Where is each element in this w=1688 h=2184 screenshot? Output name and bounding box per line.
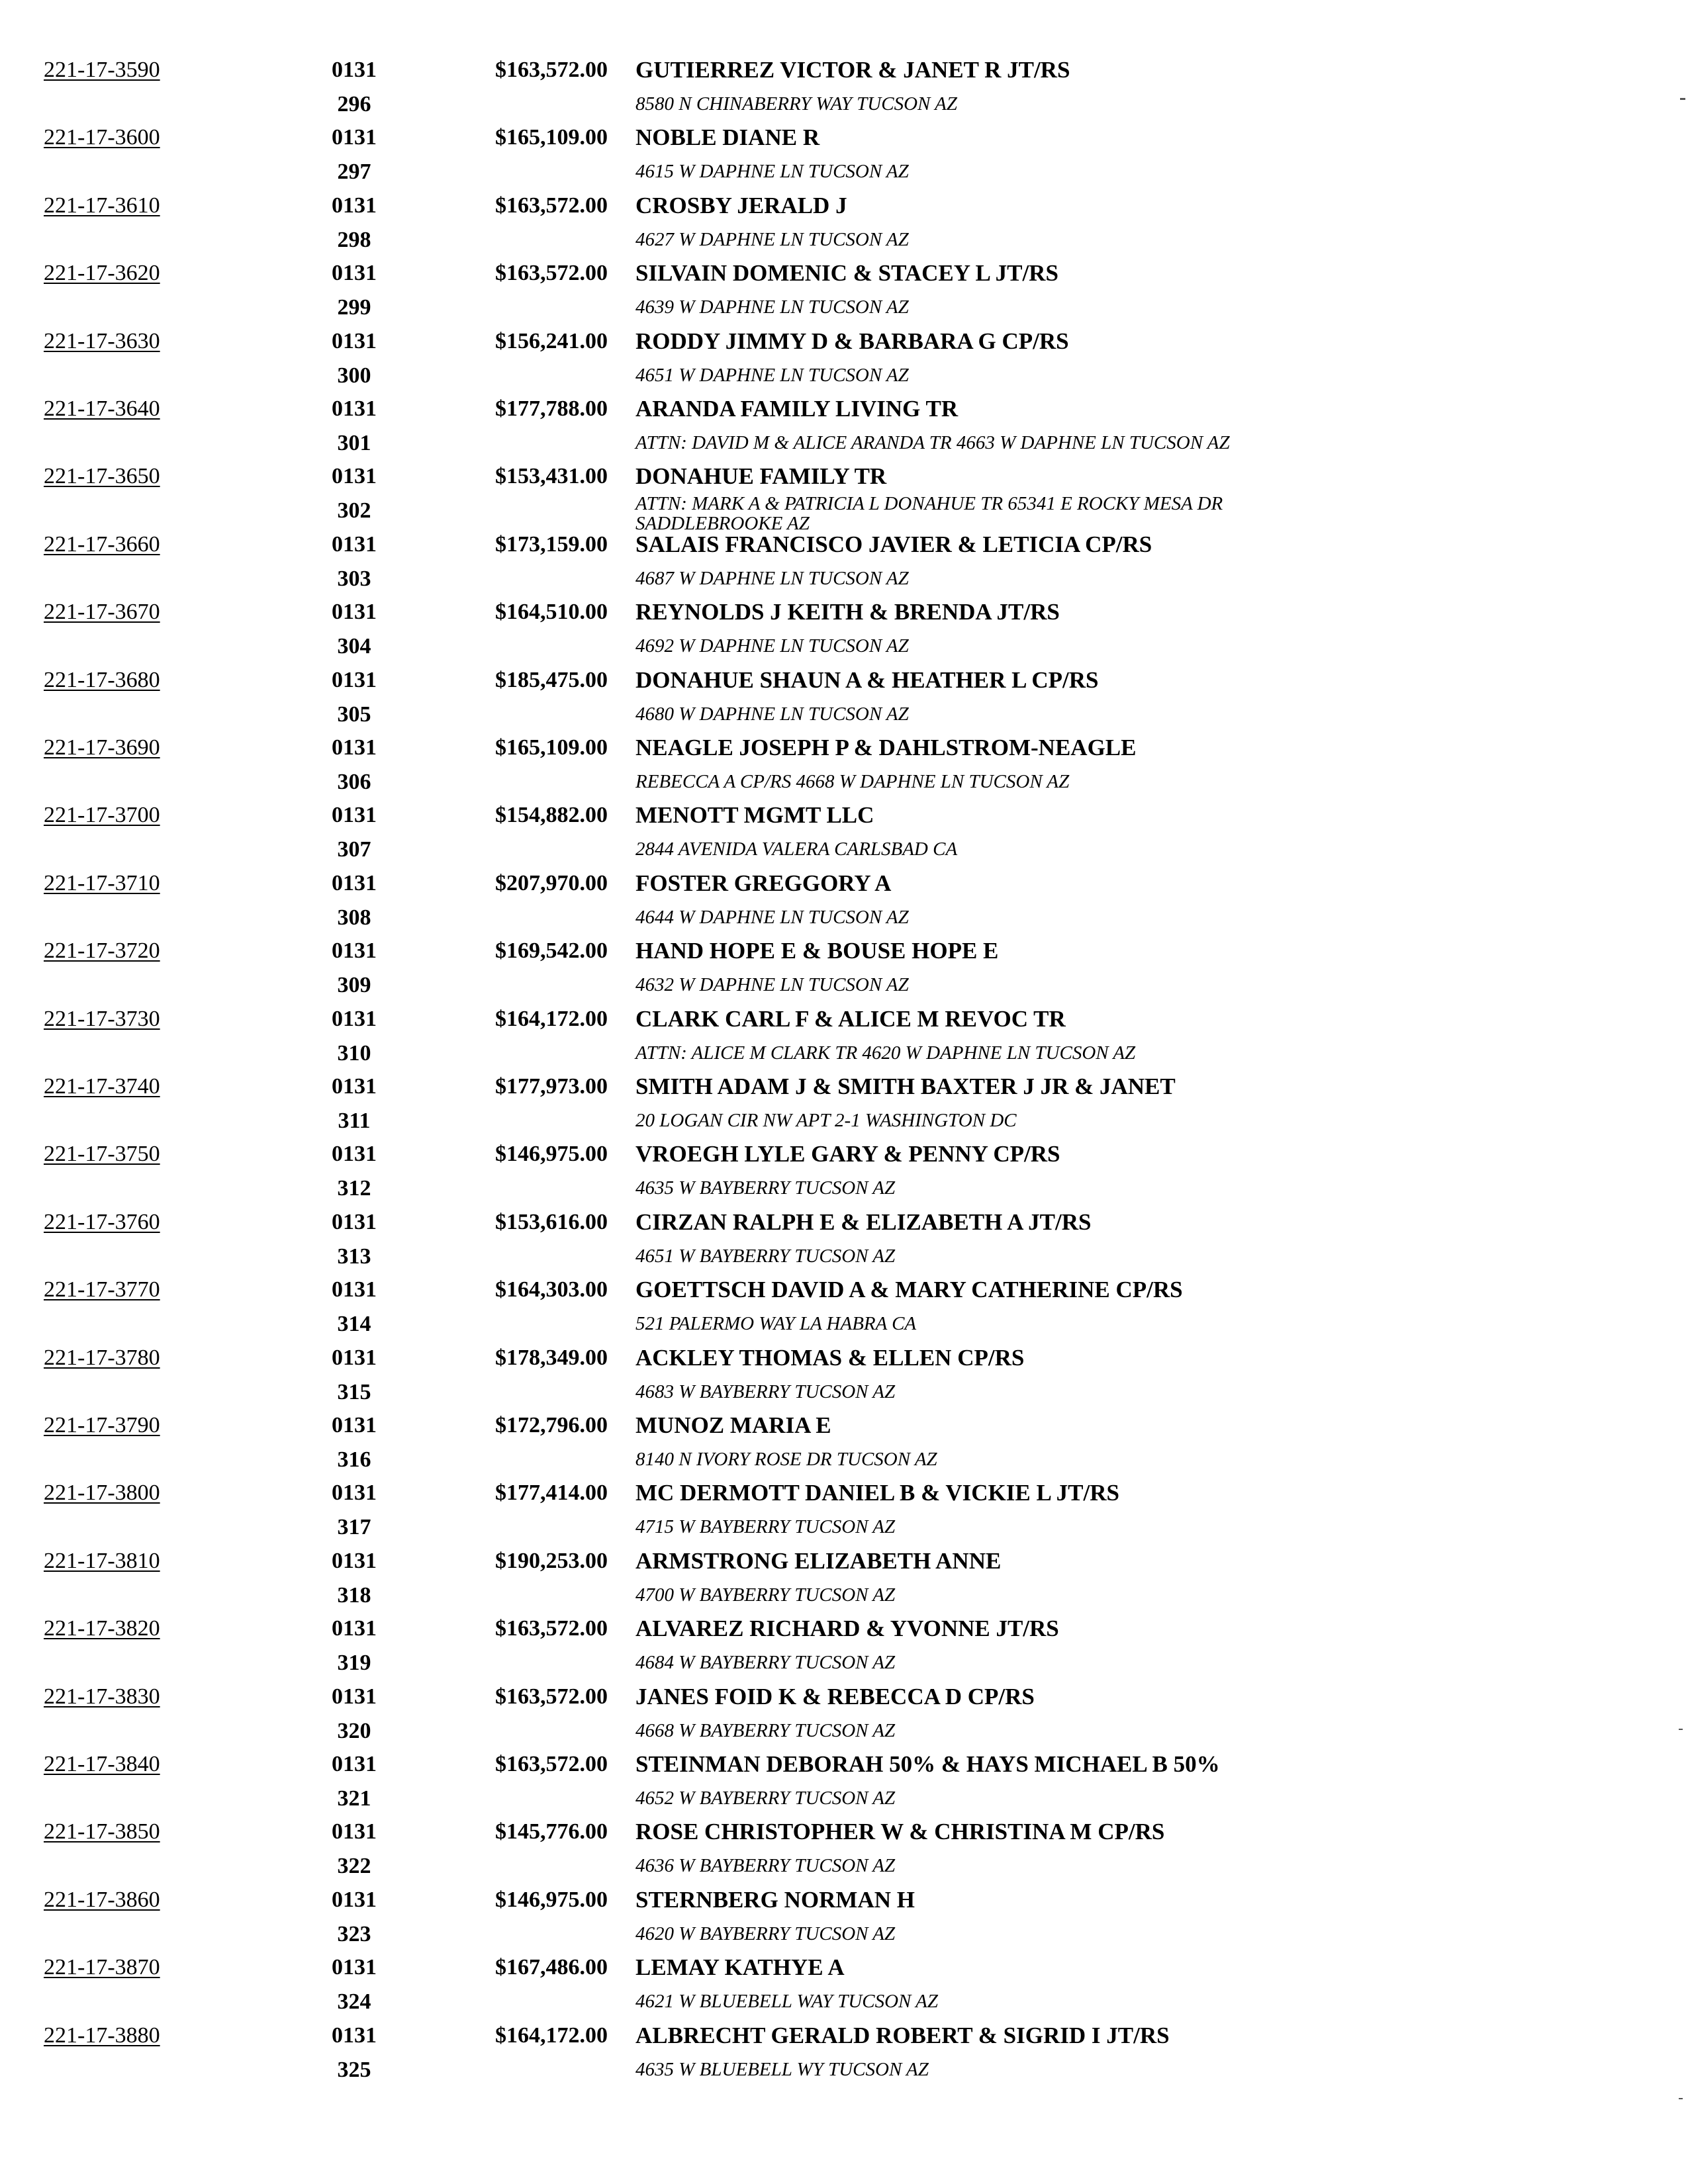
assessed-value: $163,572.00 — [495, 1684, 608, 1709]
book-number: 0131 — [332, 1548, 377, 1573]
lot-number: 298 — [337, 227, 371, 252]
lot-number: 296 — [337, 92, 371, 116]
book-number: 0131 — [332, 1413, 377, 1437]
book-number: 0131 — [332, 193, 377, 218]
parcel-number-link[interactable]: 221-17-3710 — [44, 870, 160, 895]
book-number: 0131 — [332, 1345, 377, 1370]
owner-name: FOSTER GREGGORY A — [635, 870, 892, 896]
owner-address: ATTN: MARK A & PATRICIA L DONAHUE TR 65341 E ROCKY MESA DR SADDLEBROOKE AZ — [635, 493, 1223, 535]
assessed-value: $154,882.00 — [495, 803, 608, 828]
parcel-record — [0, 1750, 1688, 1818]
parcel-record — [0, 1886, 1688, 1954]
assessed-value: $164,172.00 — [495, 1006, 608, 1031]
parcel-number-link[interactable]: 221-17-3870 — [44, 1955, 160, 1980]
lot-number: 320 — [337, 1718, 371, 1743]
owner-address: 4635 W BAYBERRY TUCSON AZ — [635, 1177, 896, 1199]
lot-number: 316 — [337, 1447, 371, 1472]
parcel-number-link[interactable]: 221-17-3620 — [44, 261, 160, 286]
parcel-record — [0, 530, 1688, 598]
lot-number: 301 — [337, 431, 371, 455]
owner-name: NOBLE DIANE R — [635, 124, 820, 151]
owner-name: ROSE CHRISTOPHER W & CHRISTINA M CP/RS — [635, 1819, 1165, 1845]
parcel-record — [0, 598, 1688, 666]
parcel-record — [0, 56, 1688, 124]
owner-name: ACKLEY THOMAS & ELLEN CP/RS — [635, 1344, 1025, 1371]
book-number: 0131 — [332, 1074, 377, 1099]
scan-speck — [1679, 2098, 1683, 2099]
owner-name: GOETTSCH DAVID A & MARY CATHERINE CP/RS — [635, 1277, 1183, 1303]
parcel-number-link[interactable]: 221-17-3610 — [44, 193, 160, 218]
parcel-number-link[interactable]: 221-17-3840 — [44, 1752, 160, 1776]
parcel-record — [0, 191, 1688, 259]
owner-address: 4715 W BAYBERRY TUCSON AZ — [635, 1516, 896, 1538]
owner-name: STEINMAN DEBORAH 50% & HAYS MICHAEL B 50% — [635, 1751, 1220, 1777]
parcel-number-link[interactable]: 221-17-3720 — [44, 938, 160, 964]
owner-name: ARMSTRONG ELIZABETH ANNE — [635, 1547, 1002, 1574]
owner-name: VROEGH LYLE GARY & PENNY CP/RS — [635, 1141, 1060, 1167]
book-number: 0131 — [332, 1006, 377, 1031]
owner-address: 4692 W DAPHNE LN TUCSON AZ — [635, 635, 909, 657]
parcel-number-link[interactable]: 221-17-3830 — [44, 1684, 160, 1709]
assessed-value: $163,572.00 — [495, 58, 608, 82]
parcel-number-link[interactable]: 221-17-3780 — [44, 1345, 160, 1370]
owner-name: DONAHUE FAMILY TR — [635, 463, 887, 490]
lot-number: 303 — [337, 566, 371, 591]
owner-address: 4700 W BAYBERRY TUCSON AZ — [635, 1584, 896, 1606]
owner-address: 4687 W DAPHNE LN TUCSON AZ — [635, 567, 909, 589]
parcel-record — [0, 1275, 1688, 1343]
parcel-record — [0, 1411, 1688, 1479]
book-number: 0131 — [332, 261, 377, 286]
owner-address: 8580 N CHINABERRY WAY TUCSON AZ — [635, 93, 957, 114]
parcel-number-link[interactable]: 221-17-3750 — [44, 1142, 160, 1167]
assessed-value: $165,109.00 — [495, 125, 608, 150]
lot-number: 299 — [337, 295, 371, 320]
owner-name: GUTIERREZ VICTOR & JANET R JT/RS — [635, 57, 1070, 83]
parcel-record — [0, 1682, 1688, 1751]
lot-number: 318 — [337, 1582, 371, 1608]
owner-address: 4639 W DAPHNE LN TUCSON AZ — [635, 296, 909, 318]
assessed-value: $164,510.00 — [495, 600, 608, 625]
owner-name: SALAIS FRANCISCO JAVIER & LETICIA CP/RS — [635, 531, 1152, 557]
book-number: 0131 — [332, 1480, 377, 1506]
owner-name: DONAHUE SHAUN A & HEATHER L CP/RS — [635, 666, 1099, 693]
parcel-number-link[interactable]: 221-17-3790 — [44, 1413, 160, 1437]
book-number: 0131 — [332, 803, 377, 828]
book-number: 0131 — [332, 1684, 377, 1709]
assessed-value: $207,970.00 — [495, 870, 608, 895]
book-number: 0131 — [332, 667, 377, 692]
assessed-value: $167,486.00 — [495, 1955, 608, 1980]
parcel-record — [0, 1140, 1688, 1208]
owner-address: 4621 W BLUEBELL WAY TUCSON AZ — [635, 1991, 938, 2013]
book-number: 0131 — [332, 1277, 377, 1302]
lot-number: 312 — [337, 1176, 371, 1201]
owner-address: 4680 W DAPHNE LN TUCSON AZ — [635, 703, 909, 725]
parcel-number-link[interactable]: 221-17-3660 — [44, 531, 160, 557]
parcel-number-link[interactable]: 221-17-3670 — [44, 600, 160, 625]
owner-name: CLARK CARL F & ALICE M REVOC TR — [635, 1005, 1066, 1032]
owner-address: 8140 N IVORY ROSE DR TUCSON AZ — [635, 1449, 937, 1470]
parcel-number-link[interactable]: 221-17-3850 — [44, 1819, 160, 1844]
parcel-record — [0, 327, 1688, 395]
lot-number: 314 — [337, 1312, 371, 1337]
owner-address: 4620 W BAYBERRY TUCSON AZ — [635, 1923, 896, 1944]
owner-name: HAND HOPE E & BOUSE HOPE E — [635, 938, 999, 964]
book-number: 0131 — [332, 938, 377, 964]
parcel-number-link[interactable]: 221-17-3700 — [44, 803, 160, 828]
parcel-number-link[interactable]: 221-17-3690 — [44, 735, 160, 760]
owner-address: 4632 W DAPHNE LN TUCSON AZ — [635, 974, 909, 996]
owner-name: CIRZAN RALPH E & ELIZABETH A JT/RS — [635, 1208, 1092, 1235]
assessed-value: $145,776.00 — [495, 1819, 608, 1844]
parcel-record — [0, 1208, 1688, 1276]
owner-address: 2844 AVENIDA VALERA CARLSBAD CA — [635, 839, 958, 860]
assessed-value: $156,241.00 — [495, 328, 608, 353]
owner-address: ATTN: DAVID M & ALICE ARANDA TR 4663 W DAPHNE LN TUCSON AZ — [635, 432, 1230, 453]
parcel-record — [0, 869, 1688, 937]
scan-speck — [1679, 1729, 1683, 1730]
owner-address: 4651 W DAPHNE LN TUCSON AZ — [635, 364, 909, 386]
assessed-value: $153,431.00 — [495, 464, 608, 489]
parcel-record — [0, 1953, 1688, 2021]
parcel-record — [0, 1005, 1688, 1073]
parcel-number-link[interactable]: 221-17-3640 — [44, 396, 160, 421]
assessed-value: $190,253.00 — [495, 1548, 608, 1573]
lot-number: 307 — [337, 837, 371, 862]
assessed-value: $146,975.00 — [495, 1887, 608, 1912]
assessed-value: $169,542.00 — [495, 938, 608, 964]
assessed-value: $163,572.00 — [495, 1752, 608, 1776]
book-number: 0131 — [332, 531, 377, 557]
assessed-value: $163,572.00 — [495, 261, 608, 286]
owner-name: RODDY JIMMY D & BARBARA G CP/RS — [635, 328, 1069, 354]
book-number: 0131 — [332, 1819, 377, 1844]
parcel-record — [0, 462, 1688, 535]
owner-name: MENOTT MGMT LLC — [635, 802, 874, 829]
parcel-record — [0, 733, 1688, 801]
book-number: 0131 — [332, 2023, 377, 2048]
parcel-record — [0, 936, 1688, 1005]
lot-number: 313 — [337, 1244, 371, 1269]
parcel-record — [0, 1072, 1688, 1140]
parcel-number-link[interactable]: 221-17-3650 — [44, 464, 160, 489]
parcel-number-link[interactable]: 221-17-3880 — [44, 2023, 160, 2048]
lot-number: 311 — [338, 1109, 371, 1133]
parcel-record — [0, 1547, 1688, 1615]
lot-number: 308 — [337, 905, 371, 930]
assessed-value: $153,616.00 — [495, 1209, 608, 1234]
parcel-record — [0, 801, 1688, 869]
lot-number: 304 — [337, 634, 371, 659]
assessed-value: $163,572.00 — [495, 193, 608, 218]
lot-number: 317 — [337, 1515, 371, 1540]
assessed-value: $177,973.00 — [495, 1074, 608, 1099]
book-number: 0131 — [332, 1142, 377, 1167]
parcel-record — [0, 259, 1688, 327]
owner-name: ALVAREZ RICHARD & YVONNE JT/RS — [635, 1615, 1059, 1642]
lot-number: 322 — [337, 1854, 371, 1879]
owner-address: 4684 W BAYBERRY TUCSON AZ — [635, 1652, 896, 1674]
book-number: 0131 — [332, 1887, 377, 1912]
parcel-number-link[interactable]: 221-17-3680 — [44, 667, 160, 692]
parcel-number-link[interactable]: 221-17-3810 — [44, 1548, 160, 1573]
parcel-number-link[interactable]: 221-17-3860 — [44, 1887, 160, 1912]
owner-address: 4627 W DAPHNE LN TUCSON AZ — [635, 228, 909, 250]
lot-number: 306 — [337, 770, 371, 794]
parcel-record — [0, 1817, 1688, 1886]
book-number: 0131 — [332, 328, 377, 353]
parcel-number-link[interactable]: 221-17-3730 — [44, 1006, 160, 1031]
owner-name: MC DERMOTT DANIEL B & VICKIE L JT/RS — [635, 1480, 1119, 1506]
lot-number: 325 — [337, 2057, 371, 2082]
scan-speck — [1680, 98, 1685, 100]
assessed-value: $165,109.00 — [495, 735, 608, 760]
owner-address: 521 PALERMO WAY LA HABRA CA — [635, 1313, 917, 1335]
parcel-number-link[interactable]: 221-17-3760 — [44, 1209, 160, 1234]
lot-number: 319 — [337, 1651, 371, 1676]
owner-name: SMITH ADAM J & SMITH BAXTER J JR & JANET — [635, 1073, 1176, 1099]
assessed-value: $178,349.00 — [495, 1345, 608, 1370]
owner-address: 4644 W DAPHNE LN TUCSON AZ — [635, 906, 909, 928]
parcel-number-link[interactable]: 221-17-3590 — [44, 58, 160, 82]
parcel-number-link[interactable]: 221-17-3630 — [44, 328, 160, 353]
assessed-value: $185,475.00 — [495, 667, 608, 692]
lot-number: 321 — [337, 1786, 371, 1811]
owner-name: LEMAY KATHYE A — [635, 1954, 845, 1981]
lot-number: 315 — [337, 1379, 371, 1404]
owner-address: 4615 W DAPHNE LN TUCSON AZ — [635, 161, 909, 183]
parcel-number-link[interactable]: 221-17-3800 — [44, 1480, 160, 1506]
parcel-record — [0, 1614, 1688, 1682]
book-number: 0131 — [332, 396, 377, 421]
book-number: 0131 — [332, 464, 377, 489]
owner-name: STERNBERG NORMAN H — [635, 1886, 915, 1913]
parcel-record — [0, 394, 1688, 463]
lot-number: 324 — [337, 1989, 371, 2015]
parcel-number-link[interactable]: 221-17-3820 — [44, 1616, 160, 1641]
lot-number: 323 — [337, 1921, 371, 1946]
assessed-value: $146,975.00 — [495, 1142, 608, 1167]
parcel-record — [0, 123, 1688, 191]
owner-name: ARANDA FAMILY LIVING TR — [635, 396, 959, 422]
assessed-value: $163,572.00 — [495, 1616, 608, 1641]
owner-name: JANES FOID K & REBECCA D CP/RS — [635, 1683, 1035, 1709]
book-number: 0131 — [332, 870, 377, 895]
owner-address: REBECCA A CP/RS 4668 W DAPHNE LN TUCSON AZ — [635, 771, 1070, 792]
owner-address: 4635 W BLUEBELL WY TUCSON AZ — [635, 2058, 929, 2080]
parcel-number-link[interactable]: 221-17-3770 — [44, 1277, 160, 1302]
owner-name: CROSBY JERALD J — [635, 192, 847, 218]
book-number: 0131 — [332, 1752, 377, 1776]
lot-number: 297 — [337, 159, 371, 185]
owner-address: 4651 W BAYBERRY TUCSON AZ — [635, 1245, 896, 1267]
assessed-value: $172,796.00 — [495, 1413, 608, 1437]
book-number: 0131 — [332, 58, 377, 82]
owner-address: 4668 W BAYBERRY TUCSON AZ — [635, 1719, 896, 1741]
owner-name: NEAGLE JOSEPH P & DAHLSTROM-NEAGLE — [635, 735, 1137, 760]
book-number: 0131 — [332, 600, 377, 625]
owner-name: REYNOLDS J KEITH & BRENDA JT/RS — [635, 599, 1060, 625]
owner-name: ALBRECHT GERALD ROBERT & SIGRID I JT/RS — [635, 2022, 1170, 2048]
parcel-number-link[interactable]: 221-17-3740 — [44, 1074, 160, 1099]
lot-number: 305 — [337, 702, 371, 727]
lot-number: 300 — [337, 363, 371, 388]
assessed-value: $173,159.00 — [495, 531, 608, 557]
assessed-value: $177,788.00 — [495, 396, 608, 421]
parcel-record — [0, 2021, 1688, 2089]
book-number: 0131 — [332, 1616, 377, 1641]
owner-address: 4683 W BAYBERRY TUCSON AZ — [635, 1381, 896, 1402]
assessed-value: $164,303.00 — [495, 1277, 608, 1302]
book-number: 0131 — [332, 125, 377, 150]
book-number: 0131 — [332, 735, 377, 760]
owner-name: SILVAIN DOMENIC & STACEY L JT/RS — [635, 260, 1058, 287]
parcel-record — [0, 666, 1688, 734]
book-number: 0131 — [332, 1209, 377, 1234]
owner-address: 20 LOGAN CIR NW APT 2-1 WASHINGTON DC — [635, 1110, 1017, 1131]
owner-name: MUNOZ MARIA E — [635, 1412, 831, 1438]
parcel-record — [0, 1343, 1688, 1412]
assessed-value: $177,414.00 — [495, 1480, 608, 1506]
lot-number: 310 — [337, 1040, 371, 1066]
owner-address: 4652 W BAYBERRY TUCSON AZ — [635, 1788, 896, 1809]
owner-address: 4636 W BAYBERRY TUCSON AZ — [635, 1855, 896, 1877]
lot-number: 302 — [337, 498, 371, 523]
assessed-value: $164,172.00 — [495, 2023, 608, 2048]
book-number: 0131 — [332, 1955, 377, 1980]
lot-number: 309 — [337, 973, 371, 998]
parcel-record — [0, 1479, 1688, 1547]
parcel-number-link[interactable]: 221-17-3600 — [44, 125, 160, 150]
owner-address: ATTN: ALICE M CLARK TR 4620 W DAPHNE LN TUCSON AZ — [635, 1042, 1136, 1064]
